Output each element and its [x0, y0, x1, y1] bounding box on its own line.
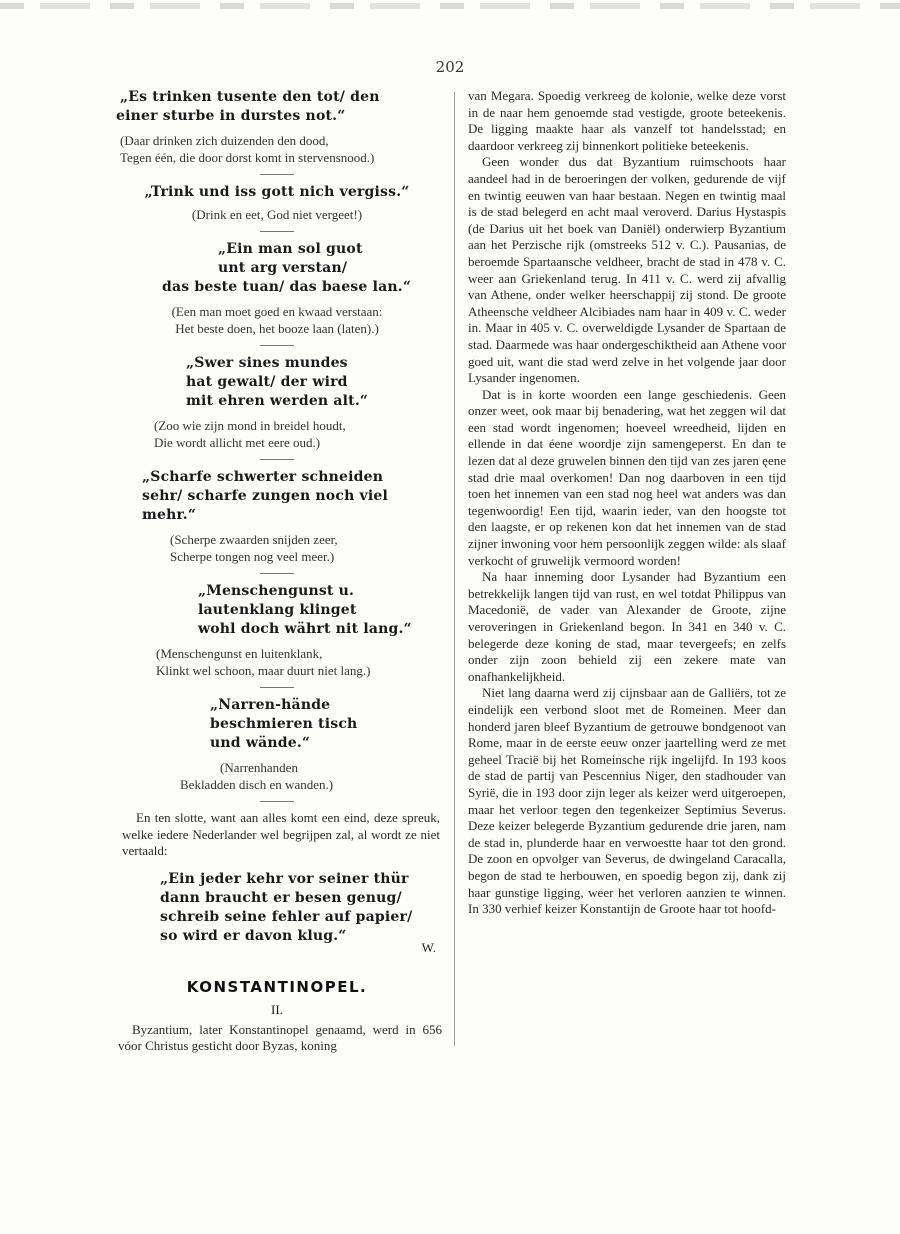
german-line: hat gewalt/ der wird — [186, 374, 348, 390]
dutch-line: (Scherpe zwaarden snijden zeer, — [170, 532, 338, 547]
german-line: „Trink und iss gott nich vergiss.“ — [144, 184, 410, 200]
verse-4 — [112, 354, 442, 451]
separator-rule — [260, 459, 294, 460]
closing-verse — [112, 870, 442, 946]
page-number: 202 — [435, 58, 465, 76]
dutch-line: (Menschengunst en luitenklank, — [156, 646, 323, 661]
german-line: und wände.“ — [210, 735, 311, 751]
separator-rule — [260, 801, 294, 802]
dutch-line: (Zoo wie zijn mond in breidel houdt, — [154, 418, 346, 433]
column-divider — [454, 92, 455, 1046]
german-line: beschmieren tisch — [210, 716, 358, 732]
german-line: unt arg verstan/ — [218, 260, 348, 276]
german-line: dann braucht er besen genug/ — [160, 889, 402, 906]
dutch-line: Het beste doen, het booze laan (laten).) — [175, 321, 379, 336]
german-line: „Menschengunst u. — [198, 583, 355, 599]
dutch-line: (Een man moet goed en kwaad verstaan: — [171, 304, 383, 319]
body-paragraph: Dat is in korte woorden een lange geschiedenis. Geen onzer weet, ook maar bij benadering, wat het zeggen wil dat een stad wordt ingenomen; hoeveel wreedheid, lijden en ellende in dat éene woordje zijn samengeperst. En dan te lezen dat al deze gruwelen binnen den tijd van zes jaren ęene stad drie maal overkomen! Dan nog daarboven in een tijd toen het innemen van een stad nog heel wat anders was dan tegenwoordig! Een tijd, waarin ieder, van den hoogste tot den laagste, er op rekenen kon dat het innemen van de stad zijner inwoning voor hem persoonlijk zeggen wilde: als slaaf verkocht of gruwelijk vermoord worden! — [468, 386, 786, 568]
verse-7 — [112, 696, 442, 793]
dutch-line: Tegen één, die door dorst komt in stervensnood.) — [120, 150, 375, 165]
author-signature: W. — [421, 939, 436, 955]
dutch-line: Klinkt wel schoon, maar duurt niet lang.) — [156, 663, 371, 678]
body-paragraph: van Megara. Spoedig verkreeg de kolonie, welke deze vorst in de naar hem genoemde stad vestigde, groote beteekenis. De ligging maakte haar als vanzelf tot handelsstad; en daardoor verkreeg zij binnenkort politieke beteekenis. — [468, 88, 786, 153]
dutch-line: (Drink en eet, God niet vergeet!) — [191, 207, 363, 222]
dutch-line: (Narrenhanden — [220, 760, 298, 775]
verse-1 — [116, 88, 442, 166]
german-line: „Ein jeder kehr vor seiner thür — [160, 870, 409, 887]
german-line: schreib seine fehler auf papier/ — [160, 908, 413, 925]
separator-rule — [260, 174, 294, 175]
scan-edge-artifact — [0, 3, 900, 9]
dutch-line: (Daar drinken zich duizenden den dood, — [120, 133, 329, 148]
separator-rule — [260, 573, 294, 574]
verse-3 — [112, 240, 442, 337]
dutch-line: Die wordt allicht met eere oud.) — [154, 435, 321, 450]
verse-2 — [112, 183, 442, 223]
german-line: sehr/ scharfe zungen noch viel mehr.“ — [142, 488, 388, 523]
dutch-line: Scherpe tongen nog veel meer.) — [170, 549, 335, 564]
verse-6 — [112, 582, 442, 679]
article-title: KONSTANTINOPEL. — [186, 977, 368, 996]
verse-5 — [112, 468, 442, 565]
german-line: einer sturbe in durstes not.“ — [116, 108, 346, 124]
dutch-line: Bekladden disch en wanden.) — [180, 777, 334, 792]
german-line: „Narren-hände — [210, 697, 331, 713]
closing-paragraph: En ten slotte, want aan alles komt een eind, deze spreuk, welke iedere Nederlander wel begrijpen zal, al wordt ze niet vertaald: — [122, 810, 440, 859]
article-intro: Byzantium, later Konstantinopel genaamd, werd in 656 vóor Christus gesticht door Byzas, koning — [118, 1021, 442, 1054]
separator-rule — [260, 231, 294, 232]
german-line: das beste tuan/ das baese lan.“ — [162, 279, 412, 295]
german-line: lautenklang klinget — [198, 602, 357, 618]
german-line: mit ehren werden alt.“ — [186, 393, 369, 409]
separator-rule — [260, 687, 294, 688]
german-line: „Es trinken tusente den tot/ den — [120, 89, 380, 105]
body-paragraph: Geen wonder dus dat Byzantium ruimschoots haar aandeel had in de beroeringen der volken, gedurende de vijf en twintig eeuwen van haar bestaan. Negen en twintig maal is de stad belegerd en acht maal veroverd. Darius Hystaspis (de Darius uit het boek van Daniël) onderwierp Byzantium aan het Perzische rijk (omstreeks 512 v. C.). Pausanias, de beroemde Spartaansche veldheer, bracht de stad in 478 v. C. weer aan Griekenland terug. In 411 v. C. werd zij afvallig van Athene, onder welker heerschappij zij stond. De groote Atheensche veldheer Alcibiades nam haar in 409 v. C. weder in. Maar in 405 v. C. overweldigde Lysander de Spartaan de stad. Daarmede was haar ondergeschiktheid aan Athene voor goed uit, want die stad werd zelve in het volgende jaar door Lysander ingenomen. — [468, 154, 786, 386]
body-paragraph: Niet lang daarna werd zij cijnsbaar aan de Galliërs, tot ze eindelijk een verbond sloot met de Romeinen. Meer dan honderd jaren bleef Byzantium de getrouwe bondgenoot van Rome, maar in de eerste eeuw onzer jaartelling werd ze met geheel Tracië bij het Romeinsche rijk ingelijfd. In 193 koos de stad de partij van Pescennius Niger, den stadhouder van Syrië, die in 193 door zijn leger als keizer werd uitgeroepen, maar het verloor tegen den tegenkeizer Septimius Severus. Deze keizer belegerde Byzantium gedurende drie jaren, nam de stad in, plunderde haar en verwoestte haar tot den grond. De zoon en opvolger van Severus, de dwingeland Caracalla, begon de stad te herbouwen, en spoedig begon zij, dank zij haar gunstige ligging, weer het verloren aanzien te winnen. In 330 verhief keizer Konstantijn de Groote haar tot hoofd- — [468, 685, 786, 917]
body-paragraph: Na haar inneming door Lysander had Byzantium een betrekkelijk langen tijd van rust, en wel totdat Philippus van Macedonië, de vader van Alexander de Groote, zijne veroveringen in Griekenland begon. In 341 en 340 v. C. belegerde deze koning de stad, maar tevergeefs; en zelfs onder zijn zoon behield zij een zekere mate van onafhankelijkheid. — [468, 569, 786, 684]
left-column — [112, 88, 442, 1055]
german-line: „Swer sines mundes — [186, 355, 348, 371]
german-line: „Scharfe schwerter schneiden — [142, 469, 384, 485]
separator-rule — [260, 345, 294, 346]
german-line: wohl doch währt nit lang.“ — [198, 621, 412, 637]
article-part: II. — [271, 1001, 283, 1017]
german-line: so wird er davon klug.“ — [160, 927, 347, 944]
german-line: „Ein man sol guot — [218, 241, 363, 257]
right-column — [468, 88, 786, 918]
